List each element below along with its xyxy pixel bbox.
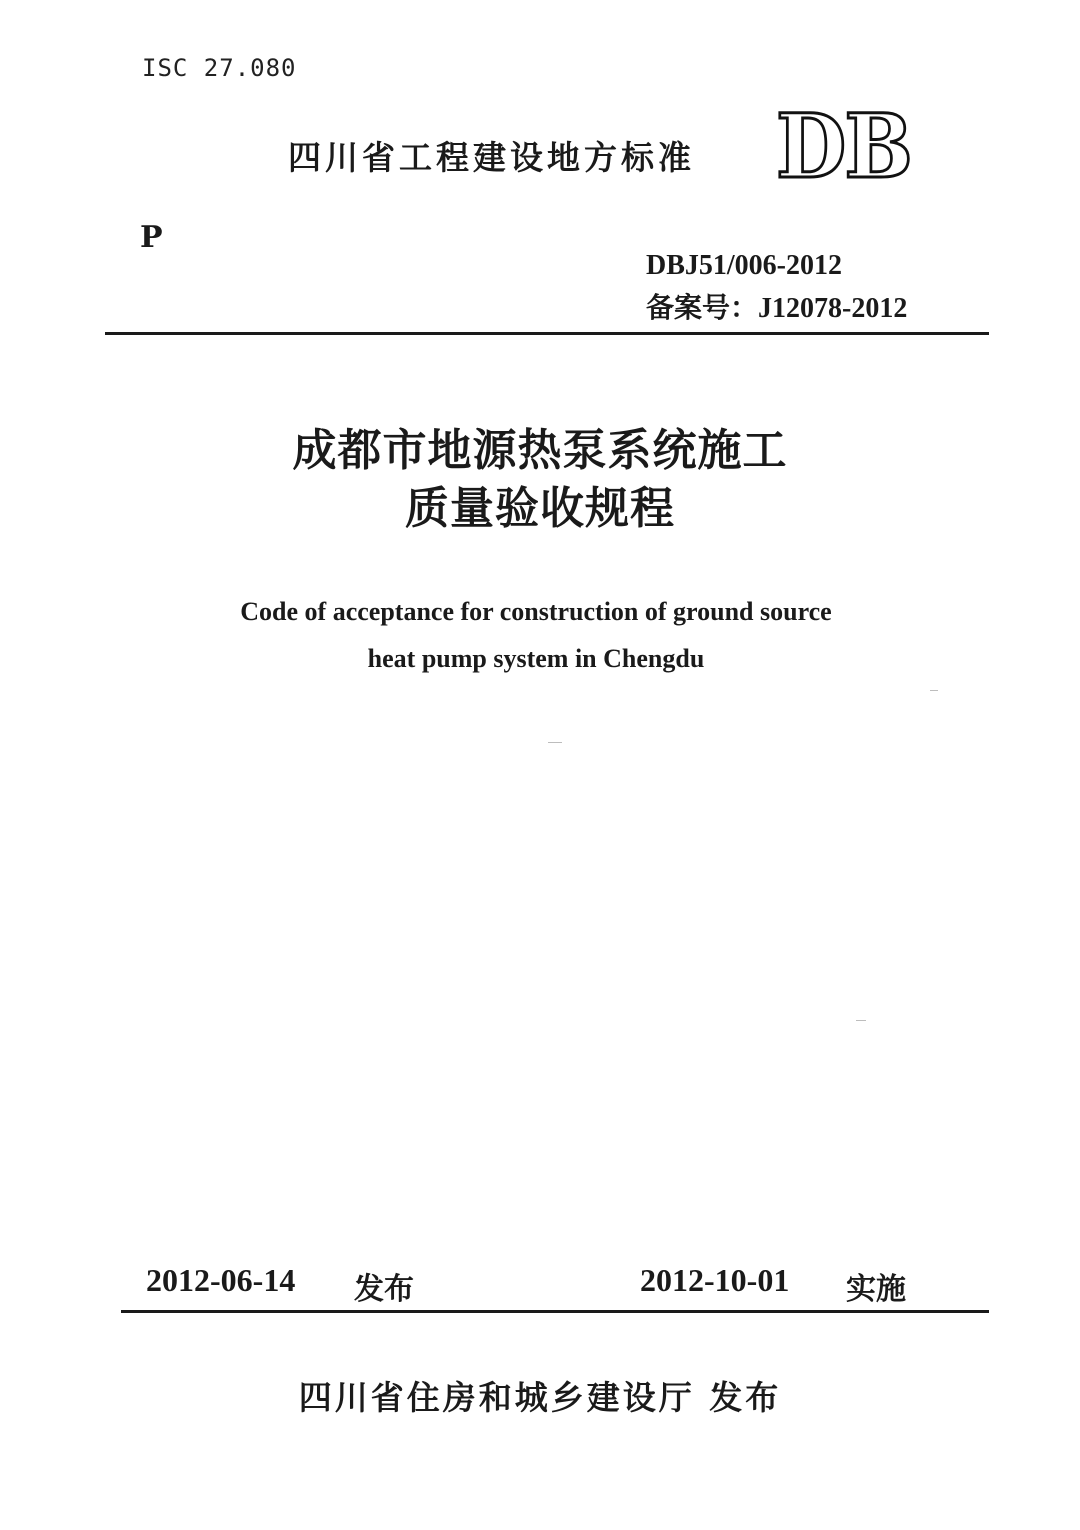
publisher: 四川省住房和城乡建设厅 发布	[298, 1378, 782, 1417]
record-number: 备案号：J12078-2012	[646, 293, 908, 324]
title-zh-line1: 成都市地源热泵系统施工	[292, 425, 788, 476]
footer-divider	[121, 1310, 989, 1313]
classification-letter: P	[140, 220, 163, 255]
db-logo: DB	[776, 94, 911, 198]
header-divider	[105, 332, 989, 335]
standard-category: 四川省工程建设地方标准	[288, 138, 695, 177]
title-en-line2: heat pump system in Chengdu	[367, 644, 705, 673]
standard-number: DBJ51/006-2012	[646, 250, 842, 281]
scan-speck	[548, 742, 562, 743]
issue-label: 发布	[354, 1272, 414, 1307]
scan-speck	[856, 1020, 866, 1021]
implementation-label: 实施	[846, 1272, 906, 1307]
scan-speck	[930, 690, 938, 691]
implementation-date: 2012-10-01	[640, 1262, 790, 1298]
isc-code: ISC 27.080	[142, 54, 297, 82]
issue-date: 2012-06-14	[146, 1262, 296, 1298]
title-en-line1: Code of acceptance for construction of ground source	[240, 597, 832, 626]
title-zh-line2: 质量验收规程	[405, 483, 675, 534]
